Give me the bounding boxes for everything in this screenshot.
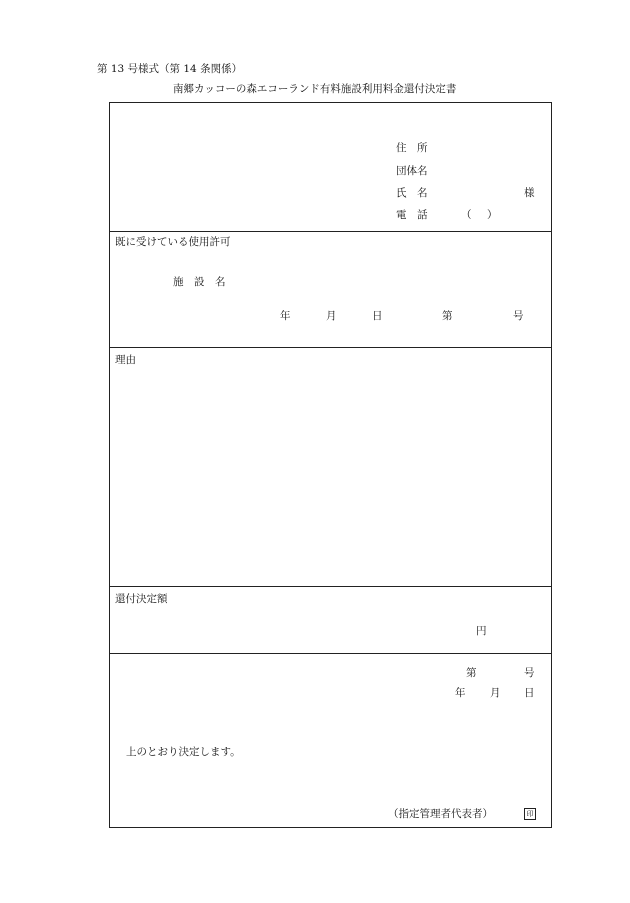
seal-mark bbox=[524, 808, 536, 820]
address-label: 住 所 bbox=[396, 142, 428, 154]
decision-no-prefix: 第 bbox=[466, 667, 477, 679]
facility-name-label: 施 設 名 bbox=[173, 276, 226, 288]
divider bbox=[110, 653, 551, 654]
decision-month-label: 月 bbox=[490, 687, 501, 699]
permit-month-label: 月 bbox=[326, 310, 337, 322]
decision-day-label: 日 bbox=[524, 687, 535, 699]
permit-no-prefix: 第 bbox=[442, 310, 453, 322]
yen-unit: 円 bbox=[476, 625, 487, 637]
name-label: 氏 名 bbox=[396, 187, 428, 199]
phone-label: 電 話 bbox=[396, 209, 428, 221]
decision-no-suffix: 号 bbox=[524, 667, 535, 679]
signer-label: （指定管理者代表者） bbox=[388, 808, 493, 820]
permit-heading: 既に受けている使用許可 bbox=[115, 236, 231, 248]
divider bbox=[110, 347, 551, 348]
permit-day-label: 日 bbox=[372, 310, 383, 322]
divider bbox=[110, 586, 551, 587]
divider bbox=[110, 231, 551, 232]
group-name-label: 団体名 bbox=[396, 165, 428, 177]
permit-no-suffix: 号 bbox=[513, 310, 524, 322]
decision-year-label: 年 bbox=[455, 687, 466, 699]
honorific: 様 bbox=[524, 187, 535, 199]
refund-amount-heading: 還付決定額 bbox=[115, 593, 168, 605]
decision-statement: 上のとおり決定します。 bbox=[126, 746, 241, 758]
document-title: 南郷カッコーの森エコーランド有料施設利用料金還付決定書 bbox=[173, 83, 457, 95]
permit-year-label: 年 bbox=[280, 310, 291, 322]
seal-icon: 印 bbox=[524, 808, 536, 820]
phone-paren-open: （ bbox=[461, 209, 472, 221]
phone-paren-close: ） bbox=[487, 209, 498, 221]
form-number: 第 13 号様式（第 14 条関係） bbox=[97, 63, 243, 75]
reason-heading: 理由 bbox=[115, 354, 136, 366]
refund-decision-form bbox=[109, 102, 552, 828]
